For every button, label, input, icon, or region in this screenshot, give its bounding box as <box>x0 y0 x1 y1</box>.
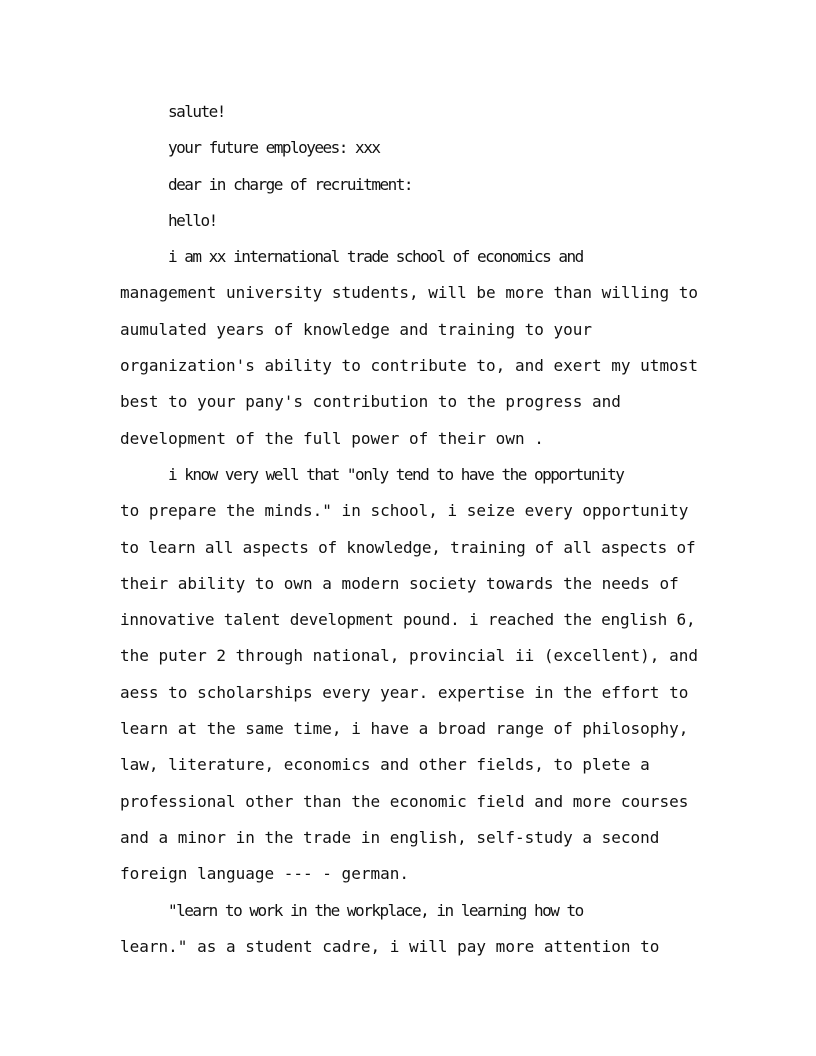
text-line: to learn all aspects of knowledge, training of all aspects of <box>120 537 696 557</box>
text-line: salute! <box>168 102 225 121</box>
text-line: learn at the same time, i have a broad range of philosophy, <box>120 719 689 739</box>
text-line: i am xx international trade school of economics and <box>168 247 583 267</box>
text-line: "learn to work in the workplace, in learning how to <box>168 900 583 920</box>
text-line: professional other than the economic field and more courses <box>120 791 689 811</box>
text-line: and a minor in the trade in english, self-study a second <box>120 827 660 847</box>
text-line: their ability to own a modern society towards the needs of <box>120 573 679 593</box>
text-line: best to your pany's contribution to the progress and <box>120 392 621 412</box>
text-line: hello! <box>168 210 217 230</box>
text-line: aess to scholarships every year. expertise in the effort to <box>120 682 689 702</box>
text-line: the puter 2 through national, provincial ii (excellent), and <box>120 646 698 666</box>
text-line: learn." as a student cadre, i will pay more attention to <box>120 936 660 956</box>
text-line: organization's ability to contribute to, and exert my utmost <box>120 356 698 376</box>
text-line: law, literature, economics and other fields, to plete a <box>120 755 650 775</box>
text-line: management university students, will be more than willing to <box>120 283 698 303</box>
text-line: to prepare the minds." in school, i seize every opportunity <box>120 501 689 521</box>
text-line: development of the full power of their own . <box>120 428 544 448</box>
text-line: aumulated years of knowledge and training to your <box>120 319 593 339</box>
letter-body <box>120 94 700 965</box>
text-line: i know very well that "only tend to have the opportunity <box>168 464 624 484</box>
text-line: your future employees: xxx <box>168 138 380 158</box>
text-line: dear in charge of recruitment: <box>168 174 412 194</box>
text-line: foreign language --- - german. <box>120 864 409 884</box>
text-line: innovative talent development pound. i reached the english 6, <box>120 610 696 630</box>
